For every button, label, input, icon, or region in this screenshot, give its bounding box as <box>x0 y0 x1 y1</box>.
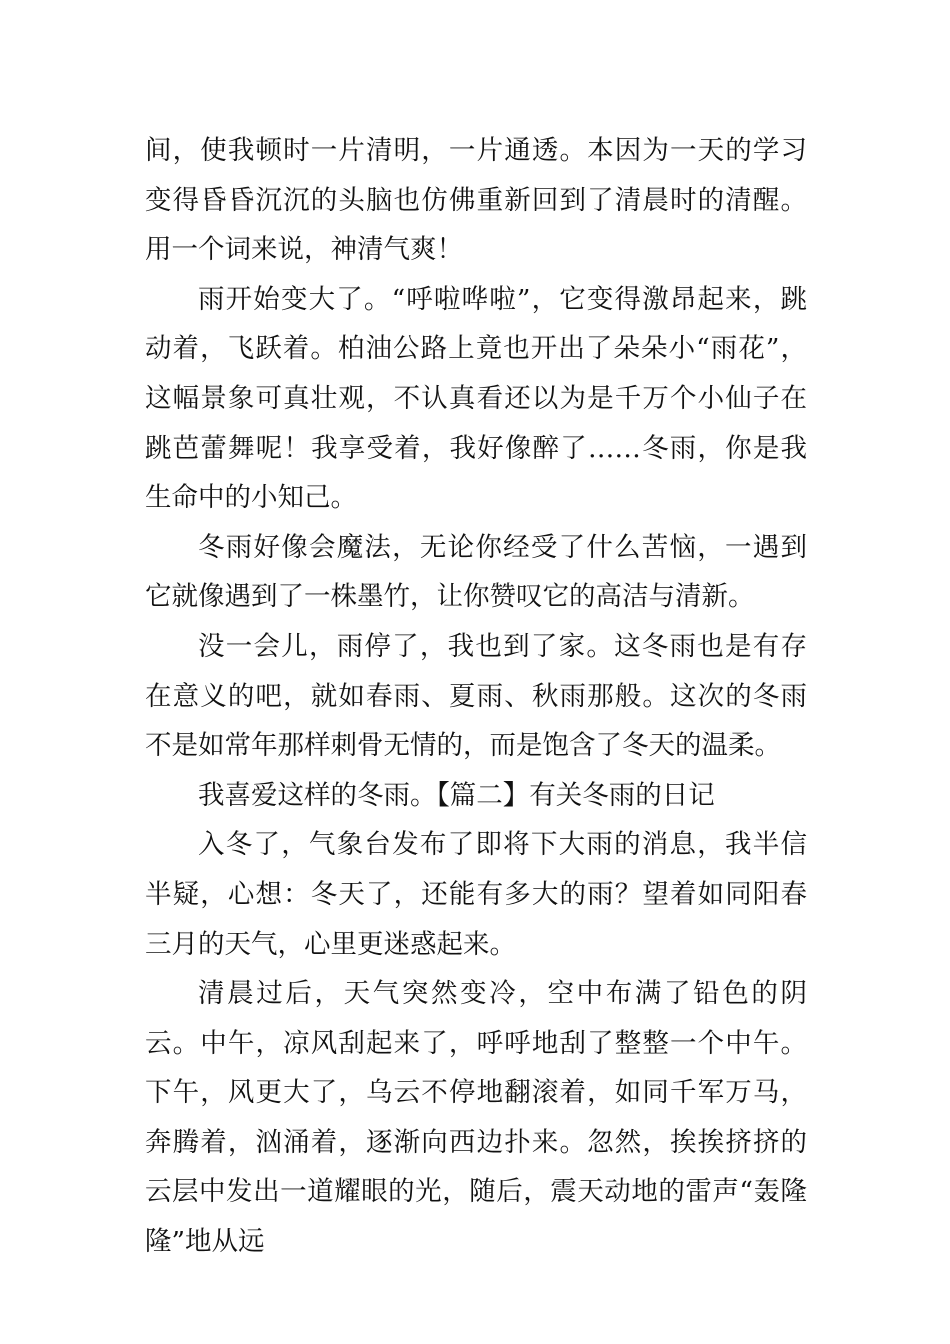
paragraph: 雨开始变大了。“呼啦哗啦”，它变得激昂起来，跳动着，飞跃着。柏油公路上竟也开出了朵朵小“雨花”，这幅景象可真壮观，不认真看还以为是千万个小仙子在跳芭蕾舞呢！我享受着，我好像醉了……冬雨，你是我生命中的小知己。 <box>145 283 807 514</box>
paragraph-continued: 间，使我顿时一片清明，一片通透。本因为一天的学习变得昏昏沉沉的头脑也仿佛重新回到了清晨时的清醒。用一个词来说，神清气爽！ <box>145 135 807 266</box>
paragraph: 没一会儿，雨停了，我也到了家。这冬雨也是有存在意义的吧，就如春雨、夏雨、秋雨那般。这次的冬雨不是如常年那样刺骨无情的，而是饱含了冬天的温柔。 <box>145 630 807 762</box>
paragraph: 冬雨好像会魔法，无论你经受了什么苦恼，一遇到它就像遇到了一株墨竹，让你赞叹它的高洁与清新。 <box>145 531 807 613</box>
document-body <box>145 126 807 1267</box>
paragraph: 我喜爱这样的冬雨。【篇二】有关冬雨的日记 <box>198 779 715 811</box>
paragraph: 入冬了，气象台发布了即将下大雨的消息，我半信半疑，心想：冬天了，还能有多大的雨？望着如同阳春三月的天气，心里更迷惑起来。 <box>145 829 807 960</box>
paragraph: 清晨过后，天气突然变冷，空中布满了铅色的阴云。中午，凉风刮起来了，呼呼地刮了整整一个中午。下午，风更大了，乌云不停地翻滚着，如同千军万马，奔腾着，汹涌着，逐渐向西边扑来。忽然，挨挨挤挤的云层中发出一道耀眼的光，随后，震天动地的雷声“轰隆隆”地从远 <box>145 978 807 1258</box>
